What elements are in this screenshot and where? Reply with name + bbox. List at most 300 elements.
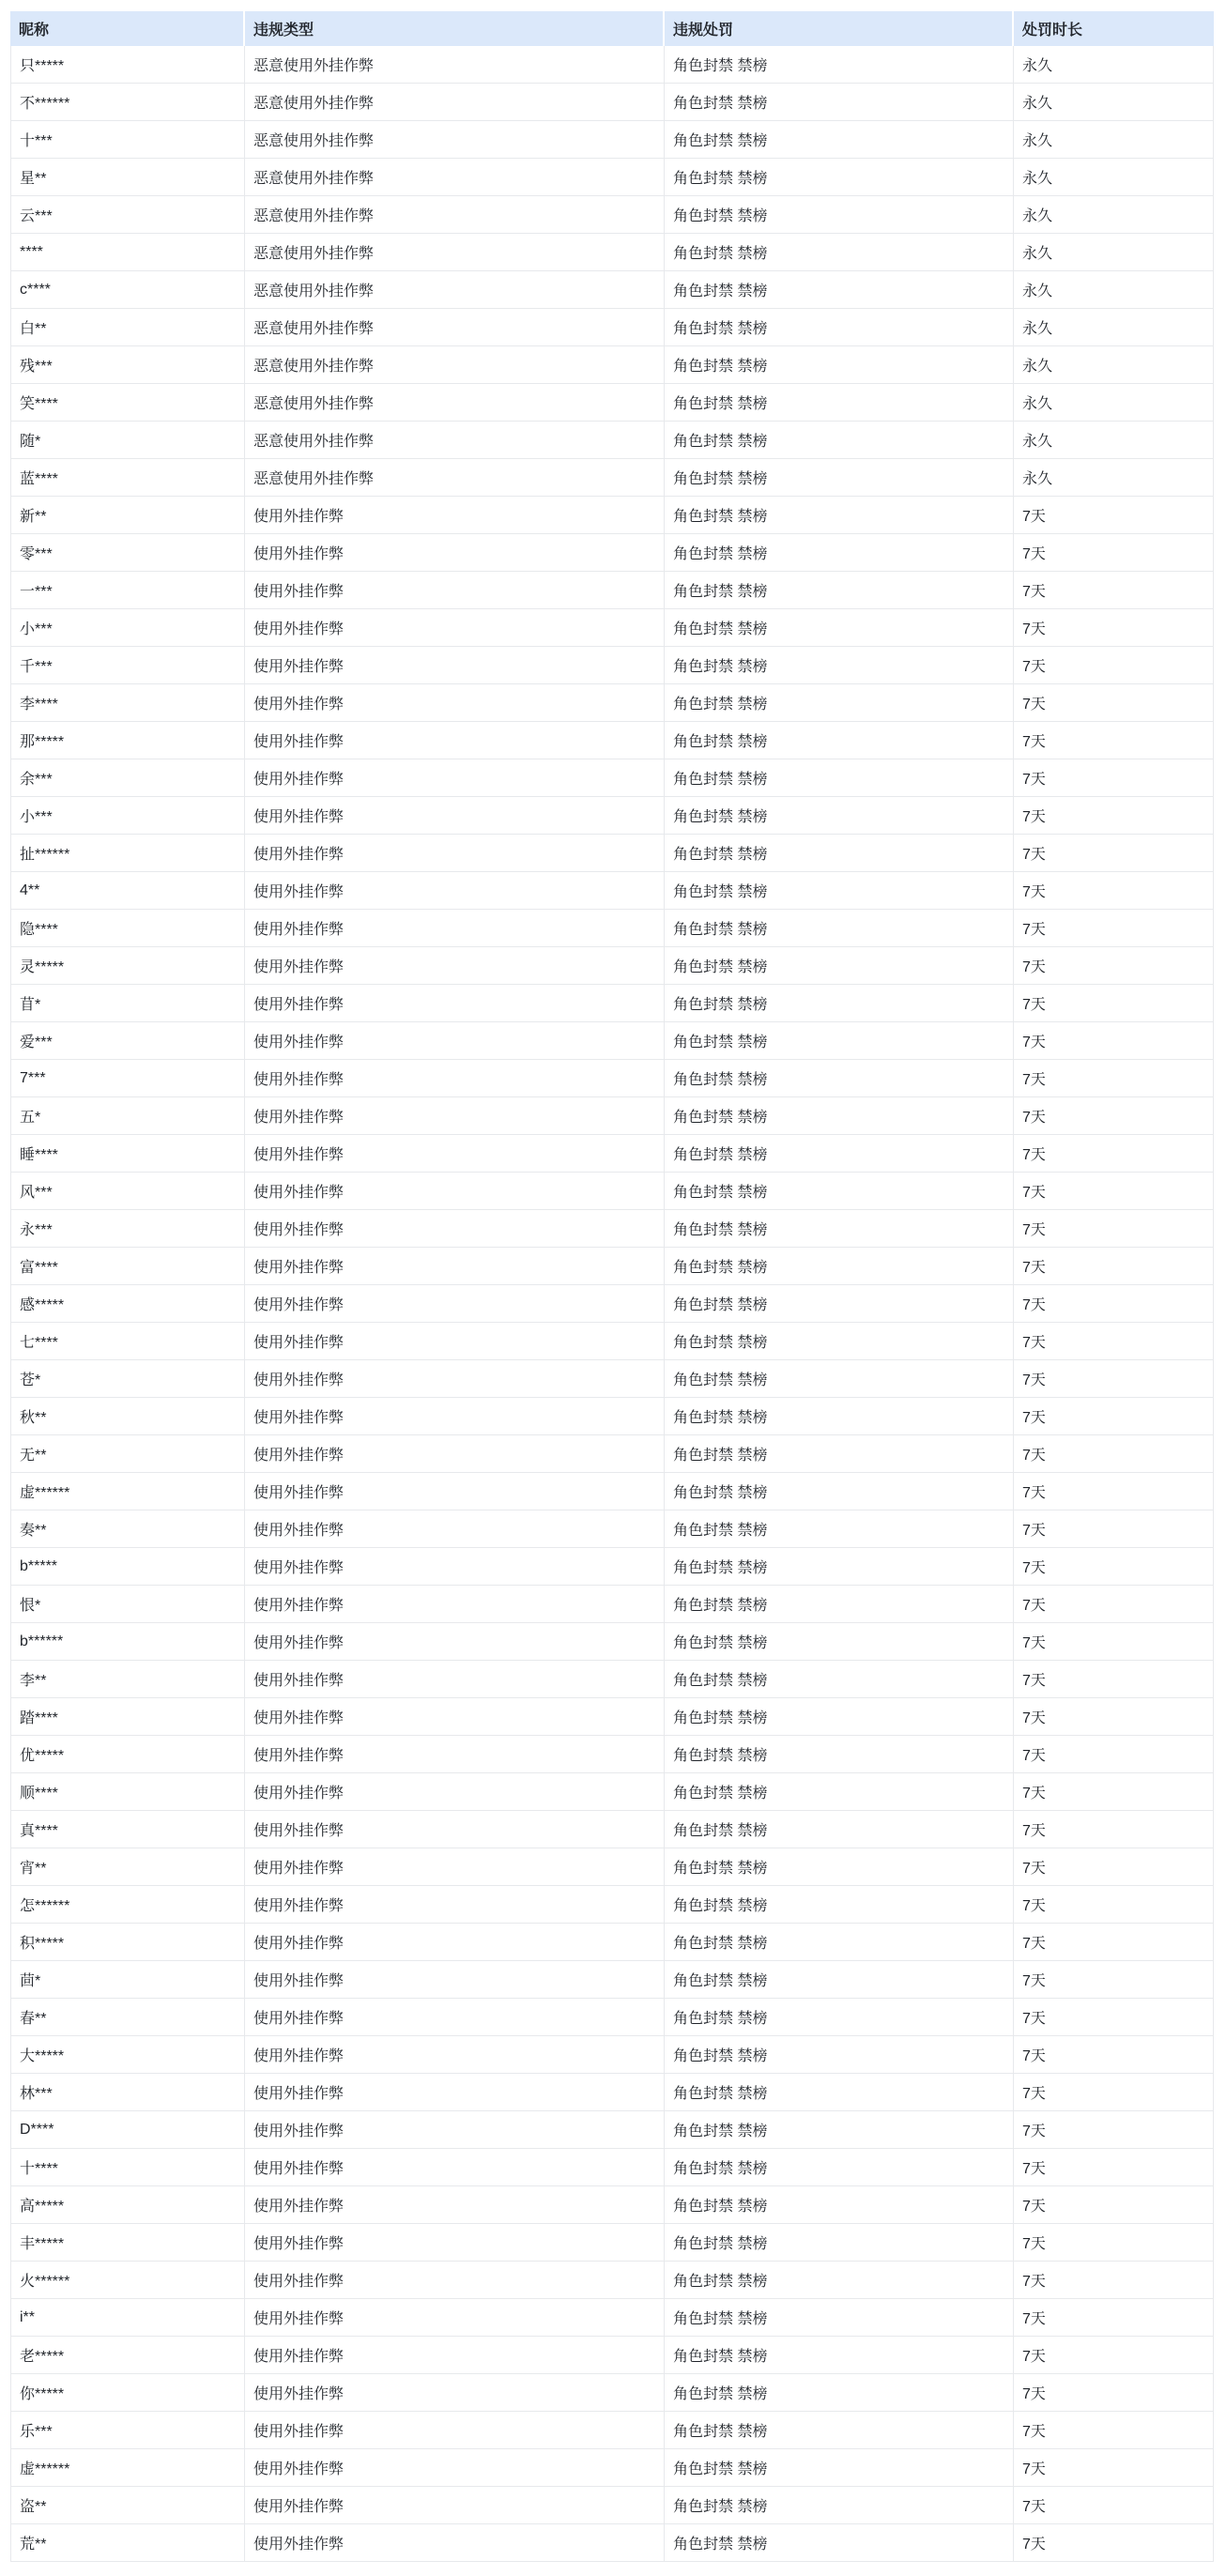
cell-nickname: 余***	[10, 759, 245, 797]
cell-duration: 7天	[1014, 1623, 1214, 1661]
cell-duration: 7天	[1014, 1961, 1214, 1999]
cell-violation-type: 使用外挂作弊	[245, 759, 665, 797]
cell-duration: 7天	[1014, 1661, 1214, 1698]
cell-violation-type: 使用外挂作弊	[245, 684, 665, 722]
cell-duration: 7天	[1014, 2299, 1214, 2337]
cell-duration: 7天	[1014, 1173, 1214, 1210]
table-row	[10, 797, 1214, 835]
cell-punishment: 角色封禁 禁榜	[665, 1323, 1014, 1360]
cell-nickname: c****	[10, 271, 245, 309]
cell-punishment: 角色封禁 禁榜	[665, 872, 1014, 910]
cell-duration: 7天	[1014, 684, 1214, 722]
table-row	[10, 1961, 1214, 1999]
cell-punishment: 角色封禁 禁榜	[665, 1060, 1014, 1097]
cell-violation-type: 使用外挂作弊	[245, 1586, 665, 1623]
cell-duration: 永久	[1014, 422, 1214, 459]
cell-punishment: 角色封禁 禁榜	[665, 1135, 1014, 1173]
cell-punishment: 角色封禁 禁榜	[665, 234, 1014, 271]
cell-punishment: 角色封禁 禁榜	[665, 910, 1014, 947]
cell-punishment: 角色封禁 禁榜	[665, 2487, 1014, 2524]
cell-punishment: 角色封禁 禁榜	[665, 497, 1014, 534]
cell-nickname: 火******	[10, 2262, 245, 2299]
cell-nickname: 顺****	[10, 1773, 245, 1811]
table-row	[10, 2449, 1214, 2487]
cell-nickname: 只*****	[10, 46, 245, 84]
cell-punishment: 角色封禁 禁榜	[665, 459, 1014, 497]
cell-duration: 7天	[1014, 910, 1214, 947]
cell-duration: 7天	[1014, 1924, 1214, 1961]
cell-punishment: 角色封禁 禁榜	[665, 2224, 1014, 2262]
cell-nickname: 蓝****	[10, 459, 245, 497]
cell-nickname: 无**	[10, 1435, 245, 1473]
cell-nickname: 优*****	[10, 1736, 245, 1773]
cell-violation-type: 使用外挂作弊	[245, 722, 665, 759]
cell-nickname: 千***	[10, 647, 245, 684]
cell-violation-type: 恶意使用外挂作弊	[245, 46, 665, 84]
cell-violation-type: 使用外挂作弊	[245, 1548, 665, 1586]
table-row	[10, 947, 1214, 985]
cell-violation-type: 使用外挂作弊	[245, 1886, 665, 1924]
cell-duration: 7天	[1014, 2412, 1214, 2449]
cell-duration: 7天	[1014, 759, 1214, 797]
table-row	[10, 1323, 1214, 1360]
cell-nickname: 五*	[10, 1097, 245, 1135]
cell-violation-type: 使用外挂作弊	[245, 985, 665, 1022]
cell-nickname: 真****	[10, 1811, 245, 1848]
cell-violation-type: 使用外挂作弊	[245, 2449, 665, 2487]
cell-violation-type: 恶意使用外挂作弊	[245, 346, 665, 384]
cell-duration: 7天	[1014, 1548, 1214, 1586]
col-header-punishment: 违规处罚	[665, 11, 1014, 46]
cell-nickname: 小***	[10, 609, 245, 647]
cell-punishment: 角色封禁 禁榜	[665, 1398, 1014, 1435]
cell-violation-type: 使用外挂作弊	[245, 1435, 665, 1473]
cell-duration: 7天	[1014, 1135, 1214, 1173]
cell-nickname: D****	[10, 2111, 245, 2149]
cell-punishment: 角色封禁 禁榜	[665, 271, 1014, 309]
cell-duration: 7天	[1014, 985, 1214, 1022]
cell-duration: 7天	[1014, 2487, 1214, 2524]
table-row	[10, 1773, 1214, 1811]
cell-punishment: 角色封禁 禁榜	[665, 1435, 1014, 1473]
cell-duration: 7天	[1014, 2337, 1214, 2374]
cell-nickname: 十****	[10, 2149, 245, 2186]
cell-duration: 7天	[1014, 1248, 1214, 1285]
cell-nickname: 笑****	[10, 384, 245, 422]
cell-violation-type: 恶意使用外挂作弊	[245, 84, 665, 121]
table-row	[10, 159, 1214, 196]
cell-nickname: 不******	[10, 84, 245, 121]
table-row	[10, 1173, 1214, 1210]
cell-duration: 7天	[1014, 534, 1214, 572]
col-header-duration: 处罚时长	[1014, 11, 1214, 46]
cell-punishment: 角色封禁 禁榜	[665, 346, 1014, 384]
cell-punishment: 角色封禁 禁榜	[665, 722, 1014, 759]
cell-violation-type: 使用外挂作弊	[245, 2036, 665, 2074]
cell-duration: 7天	[1014, 2374, 1214, 2412]
cell-violation-type: 使用外挂作弊	[245, 2149, 665, 2186]
table-row	[10, 1623, 1214, 1661]
cell-punishment: 角色封禁 禁榜	[665, 1210, 1014, 1248]
table-row	[10, 2186, 1214, 2224]
cell-violation-type: 使用外挂作弊	[245, 835, 665, 872]
table-row	[10, 1398, 1214, 1435]
cell-punishment: 角色封禁 禁榜	[665, 1661, 1014, 1698]
table-row	[10, 2036, 1214, 2074]
cell-nickname: 奏**	[10, 1510, 245, 1548]
cell-duration: 7天	[1014, 1210, 1214, 1248]
cell-nickname: 云***	[10, 196, 245, 234]
table-row	[10, 1135, 1214, 1173]
table-row	[10, 497, 1214, 534]
cell-nickname: 李**	[10, 1661, 245, 1698]
cell-punishment: 角色封禁 禁榜	[665, 2524, 1014, 2562]
cell-nickname: 随*	[10, 422, 245, 459]
cell-punishment: 角色封禁 禁榜	[665, 572, 1014, 609]
cell-punishment: 角色封禁 禁榜	[665, 159, 1014, 196]
table-row	[10, 2374, 1214, 2412]
table-row	[10, 1248, 1214, 1285]
cell-punishment: 角色封禁 禁榜	[665, 1586, 1014, 1623]
table-row	[10, 609, 1214, 647]
cell-duration: 7天	[1014, 1848, 1214, 1886]
table-row	[10, 1736, 1214, 1773]
cell-nickname: 虚******	[10, 2449, 245, 2487]
table-row	[10, 1811, 1214, 1848]
cell-nickname: 扯******	[10, 835, 245, 872]
table-row	[10, 346, 1214, 384]
cell-violation-type: 使用外挂作弊	[245, 1135, 665, 1173]
cell-punishment: 角色封禁 禁榜	[665, 1698, 1014, 1736]
cell-violation-type: 使用外挂作弊	[245, 1736, 665, 1773]
cell-violation-type: 恶意使用外挂作弊	[245, 384, 665, 422]
cell-violation-type: 恶意使用外挂作弊	[245, 459, 665, 497]
table-row	[10, 910, 1214, 947]
table-row	[10, 872, 1214, 910]
cell-nickname: 老*****	[10, 2337, 245, 2374]
cell-nickname: 星**	[10, 159, 245, 196]
cell-duration: 7天	[1014, 647, 1214, 684]
cell-violation-type: 使用外挂作弊	[245, 2374, 665, 2412]
table-row	[10, 384, 1214, 422]
cell-punishment: 角色封禁 禁榜	[665, 1961, 1014, 1999]
cell-duration: 7天	[1014, 1360, 1214, 1398]
cell-violation-type: 恶意使用外挂作弊	[245, 422, 665, 459]
cell-punishment: 角色封禁 禁榜	[665, 2262, 1014, 2299]
table-row	[10, 1435, 1214, 1473]
cell-duration: 7天	[1014, 1736, 1214, 1773]
cell-duration: 7天	[1014, 835, 1214, 872]
cell-duration: 7天	[1014, 1510, 1214, 1548]
table-row	[10, 1924, 1214, 1961]
cell-nickname: 残***	[10, 346, 245, 384]
cell-violation-type: 使用外挂作弊	[245, 1999, 665, 2036]
table-row	[10, 234, 1214, 271]
cell-violation-type: 使用外挂作弊	[245, 1811, 665, 1848]
cell-duration: 7天	[1014, 1435, 1214, 1473]
cell-nickname: 零***	[10, 534, 245, 572]
cell-nickname: 灵*****	[10, 947, 245, 985]
table-row	[10, 985, 1214, 1022]
header-row	[10, 11, 1214, 46]
cell-nickname: 白**	[10, 309, 245, 346]
cell-punishment: 角色封禁 禁榜	[665, 2337, 1014, 2374]
cell-duration: 7天	[1014, 2262, 1214, 2299]
cell-violation-type: 使用外挂作弊	[245, 1360, 665, 1398]
table-row	[10, 2149, 1214, 2186]
cell-violation-type: 恶意使用外挂作弊	[245, 121, 665, 159]
cell-nickname: 春**	[10, 1999, 245, 2036]
cell-punishment: 角色封禁 禁榜	[665, 1736, 1014, 1773]
table-row	[10, 1586, 1214, 1623]
cell-violation-type: 使用外挂作弊	[245, 1248, 665, 1285]
cell-nickname: 秋**	[10, 1398, 245, 1435]
table-row	[10, 309, 1214, 346]
cell-punishment: 角色封禁 禁榜	[665, 2074, 1014, 2111]
cell-nickname: 永***	[10, 1210, 245, 1248]
cell-nickname: b*****	[10, 1548, 245, 1586]
table-row	[10, 2337, 1214, 2374]
cell-nickname: ****	[10, 234, 245, 271]
table-row	[10, 1097, 1214, 1135]
table-row	[10, 722, 1214, 759]
cell-nickname: 那*****	[10, 722, 245, 759]
cell-duration: 7天	[1014, 2149, 1214, 2186]
cell-violation-type: 使用外挂作弊	[245, 1773, 665, 1811]
cell-violation-type: 使用外挂作弊	[245, 1173, 665, 1210]
cell-duration: 7天	[1014, 1022, 1214, 1060]
table-row	[10, 271, 1214, 309]
cell-punishment: 角色封禁 禁榜	[665, 797, 1014, 835]
cell-punishment: 角色封禁 禁榜	[665, 1886, 1014, 1924]
cell-nickname: 乐***	[10, 2412, 245, 2449]
cell-duration: 永久	[1014, 121, 1214, 159]
cell-nickname: 宵**	[10, 1848, 245, 1886]
cell-violation-type: 使用外挂作弊	[245, 497, 665, 534]
table-row	[10, 2299, 1214, 2337]
table-row	[10, 572, 1214, 609]
cell-duration: 7天	[1014, 2449, 1214, 2487]
cell-duration: 7天	[1014, 497, 1214, 534]
cell-nickname: 4**	[10, 872, 245, 910]
table-row	[10, 1886, 1214, 1924]
col-header-nickname: 昵称	[10, 11, 245, 46]
cell-punishment: 角色封禁 禁榜	[665, 1999, 1014, 2036]
cell-punishment: 角色封禁 禁榜	[665, 1510, 1014, 1548]
cell-violation-type: 使用外挂作弊	[245, 872, 665, 910]
cell-violation-type: 使用外挂作弊	[245, 1398, 665, 1435]
cell-punishment: 角色封禁 禁榜	[665, 2111, 1014, 2149]
cell-violation-type: 使用外挂作弊	[245, 1323, 665, 1360]
cell-punishment: 角色封禁 禁榜	[665, 1548, 1014, 1586]
cell-nickname: 你*****	[10, 2374, 245, 2412]
cell-violation-type: 使用外挂作弊	[245, 1473, 665, 1510]
cell-nickname: 风***	[10, 1173, 245, 1210]
cell-duration: 7天	[1014, 609, 1214, 647]
cell-duration: 永久	[1014, 271, 1214, 309]
table-row	[10, 422, 1214, 459]
table-row	[10, 1210, 1214, 1248]
cell-duration: 7天	[1014, 1698, 1214, 1736]
table-row	[10, 46, 1214, 84]
cell-duration: 永久	[1014, 459, 1214, 497]
cell-punishment: 角色封禁 禁榜	[665, 84, 1014, 121]
cell-nickname: 富****	[10, 1248, 245, 1285]
cell-punishment: 角色封禁 禁榜	[665, 2412, 1014, 2449]
table-row	[10, 1473, 1214, 1510]
cell-violation-type: 使用外挂作弊	[245, 1060, 665, 1097]
table-row	[10, 1698, 1214, 1736]
cell-duration: 7天	[1014, 2524, 1214, 2562]
cell-punishment: 角色封禁 禁榜	[665, 196, 1014, 234]
table-row	[10, 1510, 1214, 1548]
cell-violation-type: 使用外挂作弊	[245, 534, 665, 572]
table-row	[10, 2224, 1214, 2262]
cell-nickname: 十***	[10, 121, 245, 159]
cell-punishment: 角色封禁 禁榜	[665, 2374, 1014, 2412]
table-row	[10, 835, 1214, 872]
cell-nickname: 踏****	[10, 1698, 245, 1736]
cell-nickname: 茴*	[10, 1961, 245, 1999]
cell-duration: 7天	[1014, 1060, 1214, 1097]
table-row	[10, 2487, 1214, 2524]
table-body	[10, 46, 1214, 2562]
cell-punishment: 角色封禁 禁榜	[665, 835, 1014, 872]
cell-violation-type: 使用外挂作弊	[245, 947, 665, 985]
table-row	[10, 2412, 1214, 2449]
cell-punishment: 角色封禁 禁榜	[665, 1097, 1014, 1135]
cell-nickname: 大*****	[10, 2036, 245, 2074]
cell-duration: 7天	[1014, 797, 1214, 835]
cell-duration: 7天	[1014, 2036, 1214, 2074]
cell-violation-type: 使用外挂作弊	[245, 2111, 665, 2149]
table-row	[10, 1661, 1214, 1698]
cell-punishment: 角色封禁 禁榜	[665, 1248, 1014, 1285]
cell-violation-type: 使用外挂作弊	[245, 2074, 665, 2111]
cell-punishment: 角色封禁 禁榜	[665, 2149, 1014, 2186]
cell-violation-type: 使用外挂作弊	[245, 2487, 665, 2524]
cell-nickname: b******	[10, 1623, 245, 1661]
cell-nickname: 恨*	[10, 1586, 245, 1623]
cell-violation-type: 使用外挂作弊	[245, 2224, 665, 2262]
cell-duration: 永久	[1014, 384, 1214, 422]
cell-duration: 7天	[1014, 1811, 1214, 1848]
cell-punishment: 角色封禁 禁榜	[665, 1473, 1014, 1510]
cell-punishment: 角色封禁 禁榜	[665, 2449, 1014, 2487]
cell-violation-type: 恶意使用外挂作弊	[245, 271, 665, 309]
cell-punishment: 角色封禁 禁榜	[665, 609, 1014, 647]
cell-violation-type: 使用外挂作弊	[245, 609, 665, 647]
cell-violation-type: 使用外挂作弊	[245, 1848, 665, 1886]
cell-punishment: 角色封禁 禁榜	[665, 1623, 1014, 1661]
cell-violation-type: 使用外挂作弊	[245, 797, 665, 835]
table-row	[10, 2524, 1214, 2562]
table-row	[10, 84, 1214, 121]
table-row	[10, 2111, 1214, 2149]
cell-duration: 7天	[1014, 1586, 1214, 1623]
cell-violation-type: 恶意使用外挂作弊	[245, 309, 665, 346]
cell-nickname: 林***	[10, 2074, 245, 2111]
cell-punishment: 角色封禁 禁榜	[665, 684, 1014, 722]
cell-duration: 7天	[1014, 2074, 1214, 2111]
cell-duration: 永久	[1014, 84, 1214, 121]
cell-violation-type: 使用外挂作弊	[245, 2337, 665, 2374]
cell-nickname: i**	[10, 2299, 245, 2337]
cell-punishment: 角色封禁 禁榜	[665, 1173, 1014, 1210]
cell-nickname: 积*****	[10, 1924, 245, 1961]
cell-duration: 永久	[1014, 196, 1214, 234]
cell-punishment: 角色封禁 禁榜	[665, 2299, 1014, 2337]
cell-nickname: 高*****	[10, 2186, 245, 2224]
cell-violation-type: 使用外挂作弊	[245, 2412, 665, 2449]
cell-violation-type: 使用外挂作弊	[245, 1623, 665, 1661]
cell-punishment: 角色封禁 禁榜	[665, 384, 1014, 422]
cell-duration: 7天	[1014, 947, 1214, 985]
cell-duration: 7天	[1014, 2224, 1214, 2262]
cell-violation-type: 使用外挂作弊	[245, 910, 665, 947]
cell-punishment: 角色封禁 禁榜	[665, 422, 1014, 459]
table-row	[10, 647, 1214, 684]
col-header-violation-type: 违规类型	[245, 11, 665, 46]
cell-violation-type: 使用外挂作弊	[245, 1097, 665, 1135]
cell-nickname: 苜*	[10, 985, 245, 1022]
cell-nickname: 七****	[10, 1323, 245, 1360]
cell-punishment: 角色封禁 禁榜	[665, 1360, 1014, 1398]
cell-punishment: 角色封禁 禁榜	[665, 2036, 1014, 2074]
cell-punishment: 角色封禁 禁榜	[665, 1811, 1014, 1848]
cell-punishment: 角色封禁 禁榜	[665, 985, 1014, 1022]
cell-nickname: 7***	[10, 1060, 245, 1097]
cell-violation-type: 使用外挂作弊	[245, 1698, 665, 1736]
cell-punishment: 角色封禁 禁榜	[665, 534, 1014, 572]
table-row	[10, 534, 1214, 572]
cell-nickname: 新**	[10, 497, 245, 534]
cell-nickname: 感*****	[10, 1285, 245, 1323]
cell-punishment: 角色封禁 禁榜	[665, 1285, 1014, 1323]
cell-punishment: 角色封禁 禁榜	[665, 759, 1014, 797]
table-row	[10, 1848, 1214, 1886]
cell-punishment: 角色封禁 禁榜	[665, 647, 1014, 684]
table-row	[10, 1022, 1214, 1060]
table-row	[10, 759, 1214, 797]
cell-nickname: 睡****	[10, 1135, 245, 1173]
cell-duration: 7天	[1014, 1097, 1214, 1135]
cell-duration: 永久	[1014, 346, 1214, 384]
cell-nickname: 盗**	[10, 2487, 245, 2524]
cell-punishment: 角色封禁 禁榜	[665, 947, 1014, 985]
cell-punishment: 角色封禁 禁榜	[665, 1773, 1014, 1811]
cell-nickname: 一***	[10, 572, 245, 609]
punishment-table	[10, 11, 1214, 2562]
cell-violation-type: 恶意使用外挂作弊	[245, 159, 665, 196]
cell-nickname: 李****	[10, 684, 245, 722]
cell-nickname: 丰*****	[10, 2224, 245, 2262]
cell-nickname: 荒**	[10, 2524, 245, 2562]
cell-punishment: 角色封禁 禁榜	[665, 46, 1014, 84]
cell-violation-type: 使用外挂作弊	[245, 2186, 665, 2224]
cell-violation-type: 使用外挂作弊	[245, 2524, 665, 2562]
cell-duration: 永久	[1014, 159, 1214, 196]
cell-duration: 永久	[1014, 46, 1214, 84]
table-row	[10, 2074, 1214, 2111]
cell-violation-type: 使用外挂作弊	[245, 1510, 665, 1548]
table-row	[10, 2262, 1214, 2299]
cell-duration: 7天	[1014, 572, 1214, 609]
cell-duration: 7天	[1014, 1999, 1214, 2036]
cell-punishment: 角色封禁 禁榜	[665, 121, 1014, 159]
table-row	[10, 1999, 1214, 2036]
cell-punishment: 角色封禁 禁榜	[665, 1924, 1014, 1961]
